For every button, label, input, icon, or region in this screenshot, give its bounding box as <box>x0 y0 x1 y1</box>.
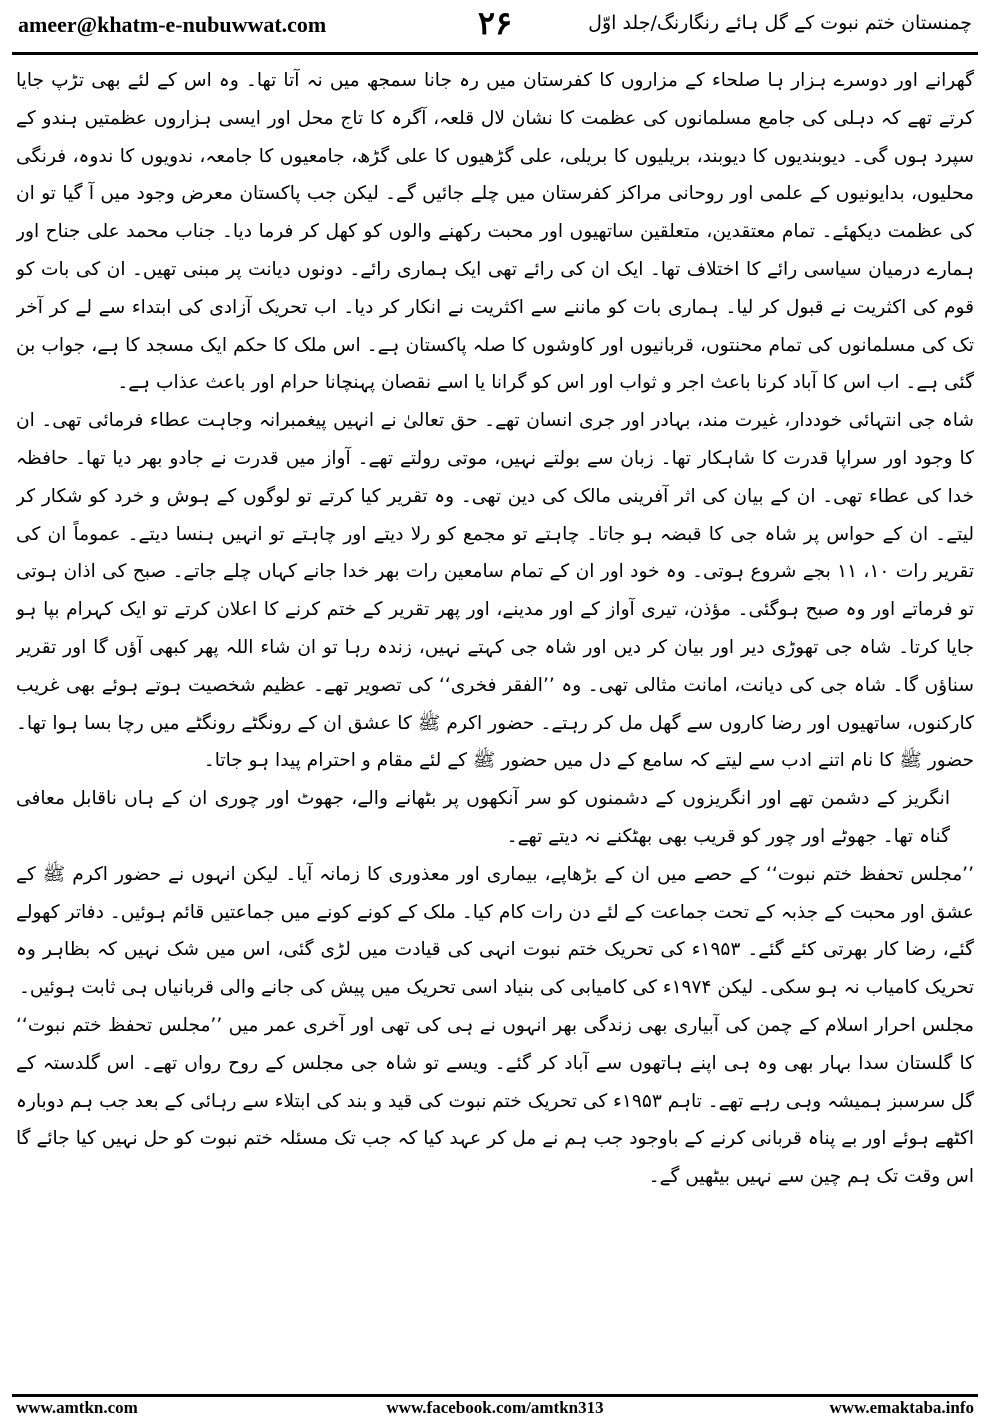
book-title: چمنستان ختم نبوت کے گل ہائے رنگارنگ/جلد اوّل <box>588 12 972 34</box>
footer-divider <box>12 1394 978 1397</box>
paragraph-2: شاہ جی انتہائی خوددار، غیرت مند، بہادر اور جری انسان تھے۔ حق تعالیٰ نے انہیں پیغمبرانہ وجاہت عطاء فرمائی تھی۔ ان کا وجود اور سراپا قدرت کا شاہکار تھا۔ زبان سے بولتے نہیں، موتی رولتے تھے۔ آواز میں قدرت نے جادو بھر دیا تھا۔ حافظہ خدا کی عطاء تھی۔ ان کے بیان کی اثر آفرینی مالک کی دین تھی۔ وہ تقریر کیا کرتے تو لوگوں کے ہوش و خرد کو شکار کر لیتے۔ ان کے حواس پر شاہ جی کا قبضہ ہو جاتا۔ چاہتے تو مجمع کو رلا دیتے اور چاہتے تو انہیں ہنسا دیتے۔ عموماً ان کی تقریر رات ۱۰، ۱۱ بجے شروع ہوتی۔ وہ خود اور ان کے تمام سامعین رات بھر خدا جانے کہاں چلے جاتے۔ صبح کی اذان ہوتی تو فرماتے اور وہ صبح ہوگئی۔ مؤذن، تیری آواز کے اور مدینے، اور پھر تقریر کے ختم کرنے کا اعلان کرتے تو ایک کہرام بپا ہو جایا کرتا۔ شاہ جی تھوڑی دیر اور بیان کر دیں اور شاہ جی کہتے نہیں، زندہ رہا تو ان شاء اللہ پھر کبھی آؤں گا اور تقریر سناؤں گا۔ شاہ جی کی دیانت، امانت مثالی تھی۔ وہ ’’الفقر فخری‘‘ کی تصویر تھے۔ عظیم شخصیت ہوتے ہوئے بھی غریب کارکنوں، ساتھیوں اور رضا کاروں سے گھل مل کر رہتے۔ حضور اکرم ﷺ کا عشق ان کے رونگٹے رونگٹے میں رچا بسا ہوا تھا۔ حضور ﷺ کا نام اتنے ادب سے لیتے کہ سامع کے دل میں حضور ﷺ کے لئے مقام و احترام پیدا ہو جاتا۔ <box>16 410 974 772</box>
page-number: ۲۶ <box>477 4 513 42</box>
paragraph-4: ’’مجلس تحفظ ختم نبوت‘‘ کے حصے میں ان کے بڑھاپے، بیماری اور معذوری کا زمانہ آیا۔ لیکن انہوں نے حضور اکرم ﷺ کے عشق اور محبت کے جذبہ کے تحت جماعت کے لئے دن رات کام کیا۔ ملک کے کونے کونے میں جماعتیں قائم ہوئیں۔ دفاتر کھولے گئے، رضا کار بھرتی کئے گئے۔ ۱۹۵۳ء کی تحریک ختم نبوت انہی کی قیادت میں لڑی گئی، اس میں شک نہیں کہ بظاہر وہ تحریک کامیاب نہ ہو سکی۔ لیکن ۱۹۷۴ء کی کامیابی کی بنیاد اسی تحریک میں پیش کی جانے والی قربانیاں ہی ثابت ہوئیں۔ <box>16 863 974 999</box>
footer-link-amtkn[interactable]: www.amtkn.com <box>16 1398 138 1417</box>
paragraph-5: مجلس احرار اسلام کے چمن کی آبیاری بھی زندگی بھر انہوں نے ہی کی تھی اور آخری عمر میں ’’مجلس تحفظ ختم نبوت‘‘ کا گلستان سدا بہار بھی وہ ہی اپنے ہاتھوں سے آباد کر گئے۔ ویسے تو شاہ جی مجلس کے روح رواں تھے۔ اس گلدستہ کے گل سرسبز ہمیشہ وہی رہے تھے۔ تاہم ۱۹۵۳ء کی تحریک ختم نبوت کی قید و بند کی ابتلاء سے رہائی کے بعد جب ہم دوبارہ اکٹھے ہوئے اور بے پناہ قربانی کرنے کے باوجود جب ہم نے مل کر عہد کیا کہ جب تک مسئلہ ختم نبوت کو حل نہیں کیا جائے گا اس وقت تک ہم چین سے نہیں بیٹھیں گے۔ <box>16 1014 974 1188</box>
header-email[interactable]: ameer@khatm-e-nubuwwat.com <box>18 12 327 37</box>
page-header <box>18 4 972 48</box>
footer-link-emaktaba[interactable]: www.emaktaba.info <box>829 1398 974 1417</box>
page-footer <box>16 1398 974 1418</box>
page-body <box>16 62 974 1382</box>
footer-link-facebook[interactable]: www.facebook.com/amtkn313 <box>386 1398 604 1417</box>
paragraph-3: انگریز کے دشمن تھے اور انگریزوں کے دشمنوں کو سر آنکھوں پر بٹھانے والے، جھوٹ اور چوری ان کے ہاں ناقابل معافی گناہ تھا۔ جھوٹے اور چور کو قریب بھی بھٹکنے نہ دیتے تھے۔ <box>16 788 950 847</box>
paragraph-1: گھرانے اور دوسرے ہزار ہا صلحاء کے مزاروں کا کفرستان میں رہ جانا سمجھ میں نہ آتا تھا۔ وہ اس کے لئے بھی تڑپ جایا کرتے تھے کہ دہلی کی جامع مسلمانوں کی عظمت کا نشان لال قلعہ، آگرہ کا تاج محل اور ایسی ہزاروں عظمتیں ہندو کے سپرد ہوں گی۔ دیوبندیوں کا دیوبند، بریلیوں کا بریلی، علی گڑھیوں کا علی گڑھ، جامعیوں کا جامعہ، ندویوں کا ندوہ، فرنگی محلیوں، بدایونیوں کے علمی اور روحانی مراکز کفرستان میں چلے جائیں گے۔ لیکن جب پاکستان معرض وجود میں آ گیا تو ان کی عظمت دیکھئے۔ تمام معتقدین، متعلقین ساتھیوں اور محبت رکھنے والوں کو کھل کر فرما دیا۔ جناب محمد علی جناح اور ہمارے درمیان سیاسی رائے کا اختلاف تھا۔ ایک ان کی رائے تھی ایک ہماری رائے۔ دونوں دیانت پر مبنی تھیں۔ ان کی بات کو قوم کی اکثریت نے قبول کر لیا۔ ہماری بات کو ماننے سے اکثریت نے انکار کر دیا۔ اب تحریک آزادی کی ابتداء سے لے کر آخر تک کی مسلمانوں کی تمام محنتوں، قربانیوں اور کاوشوں کا صلہ پاکستان ہے۔ اس ملک کا حکم ایک مسجد کا ہے، جواب بن گئی ہے۔ اب اس کا آباد کرنا باعث اجر و ثواب اور اس کو گرانا یا اسے نقصان پہنچانا حرام اور باعث عذاب ہے۔ <box>16 70 974 394</box>
header-divider <box>12 52 978 55</box>
